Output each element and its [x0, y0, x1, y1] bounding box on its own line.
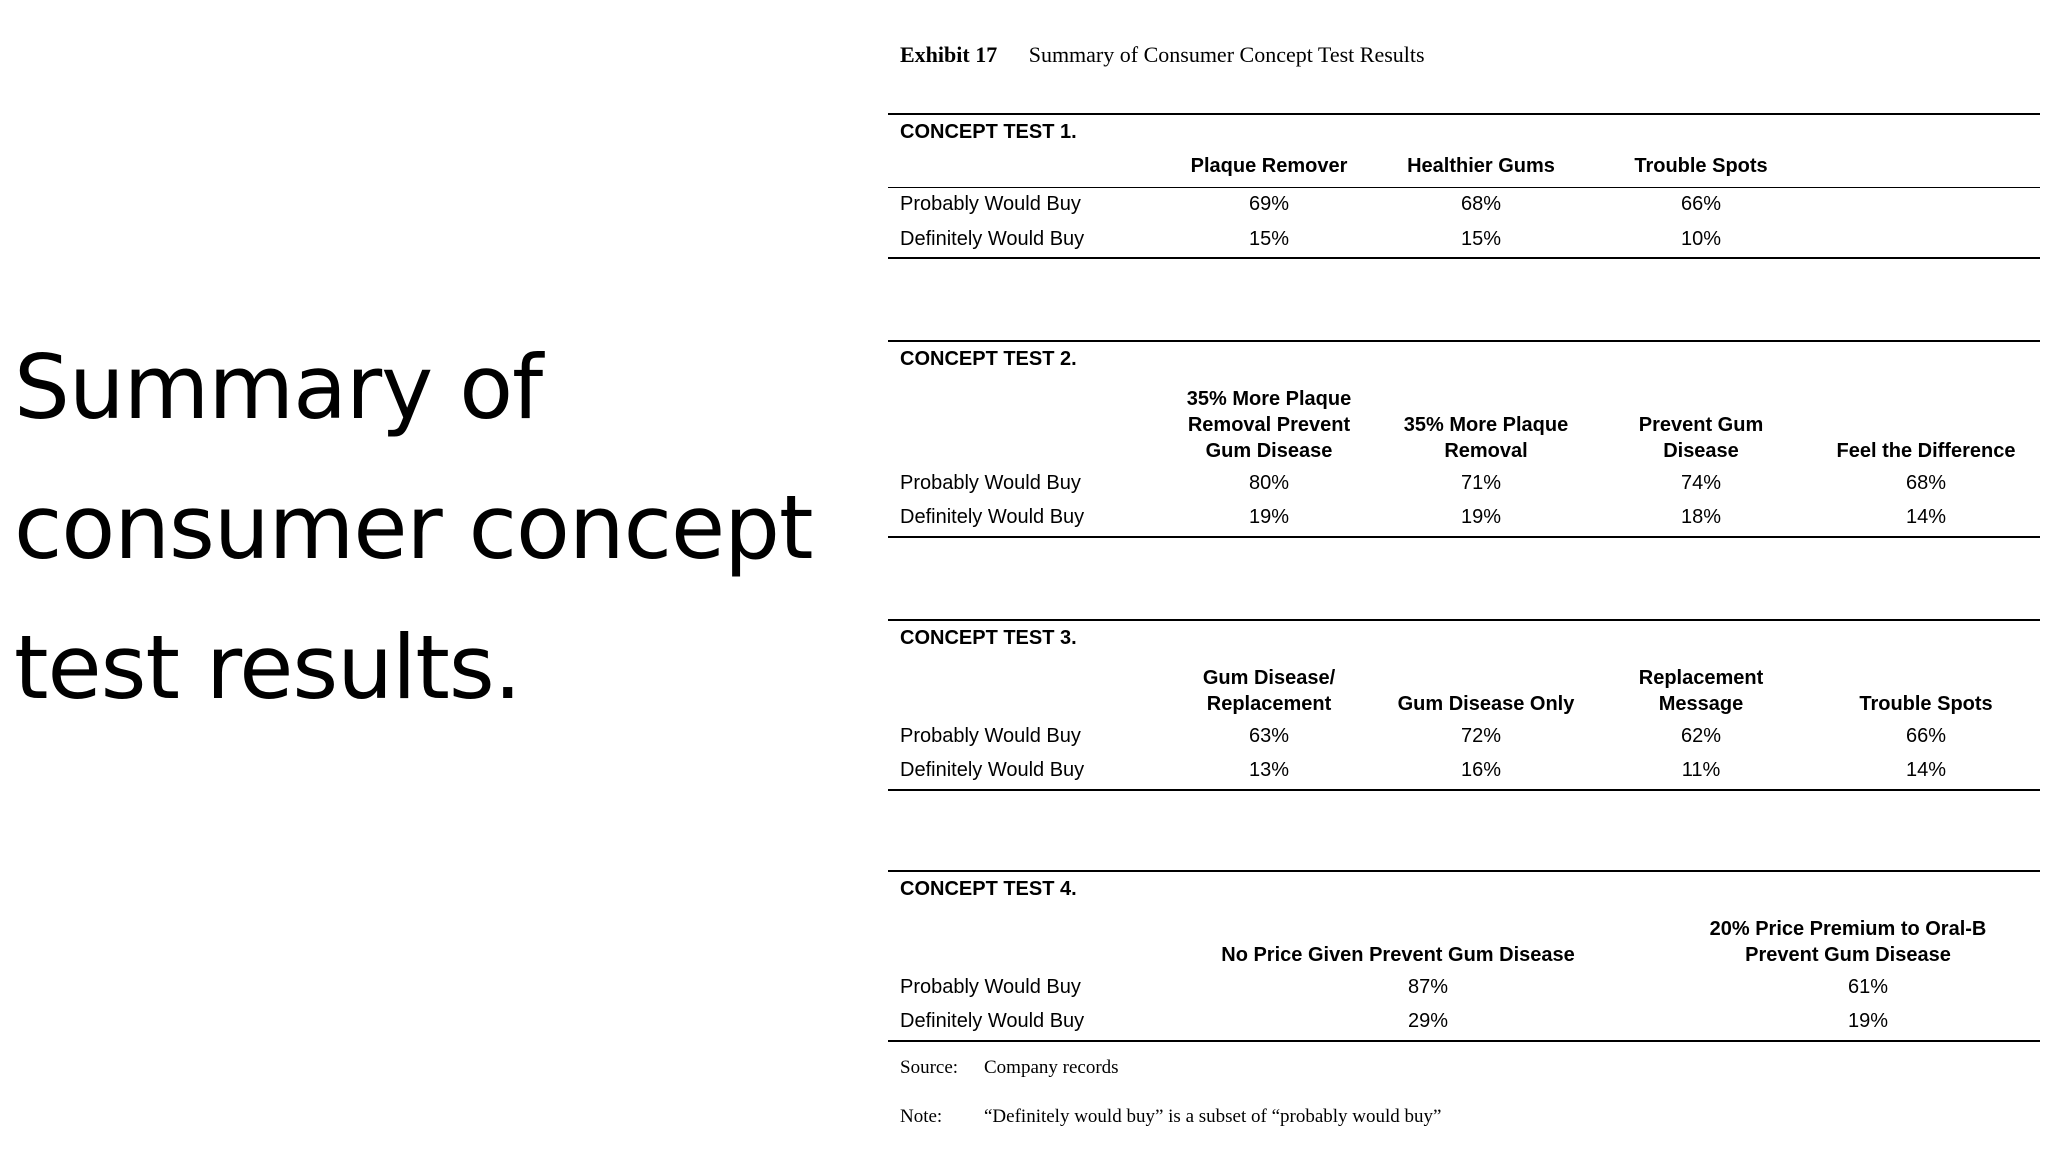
concept-test-2 — [888, 340, 2040, 538]
column-header: Trouble Spots — [1859, 693, 1993, 715]
column-header: Trouble Spots — [1634, 155, 1768, 177]
note-key: Note: — [900, 1106, 943, 1127]
column-header: Feel the Difference — [1836, 440, 2016, 462]
column-header: No Price Given Prevent Gum Disease — [1221, 944, 1575, 966]
table-cell: 80% — [1248, 472, 1290, 494]
table-cell: 61% — [1847, 976, 1889, 998]
concept-test-3 — [888, 619, 2040, 791]
table-cell: 14% — [1905, 759, 1947, 781]
exhibit-header — [900, 42, 1425, 68]
column-header: 35% More Plaque Removal — [1403, 414, 1569, 462]
section-title: CONCEPT TEST 4. — [900, 878, 1077, 900]
row-label: Probably Would Buy — [900, 472, 1081, 494]
row-label: Probably Would Buy — [900, 193, 1081, 215]
table-cell: 15% — [1460, 228, 1502, 250]
section-title: CONCEPT TEST 3. — [900, 627, 1077, 649]
table-cell: 10% — [1680, 228, 1722, 250]
column-header: 20% Price Premium to Oral-B Prevent Gum Disease — [1709, 918, 1987, 966]
table-cell: 66% — [1680, 193, 1722, 215]
table-cell: 71% — [1460, 472, 1502, 494]
section-title: CONCEPT TEST 1. — [900, 121, 1077, 143]
note-value: “Definitely would buy” is a subset of “probably would buy” — [984, 1106, 1442, 1127]
row-label: Definitely Would Buy — [900, 506, 1085, 528]
column-header: Plaque Remover — [1190, 155, 1348, 177]
table-cell: 19% — [1847, 1010, 1889, 1032]
concept-test-4 — [888, 870, 2040, 1042]
source-key: Source: — [900, 1057, 959, 1078]
source-line — [900, 1057, 1119, 1079]
header-rule — [888, 187, 2040, 188]
table-cell: 87% — [1407, 976, 1449, 998]
column-header: Gum Disease/ Replacement — [1202, 667, 1336, 715]
table-cell: 68% — [1905, 472, 1947, 494]
table-cell: 14% — [1905, 506, 1947, 528]
table-cell: 72% — [1460, 725, 1502, 747]
column-header: Prevent Gum Disease — [1638, 414, 1764, 462]
section-title: CONCEPT TEST 2. — [900, 348, 1077, 370]
slide-title-line: consumer concept — [14, 476, 813, 579]
table-cell: 18% — [1680, 506, 1722, 528]
note-line — [900, 1106, 1441, 1128]
column-header: 35% More Plaque Removal Prevent Gum Disease — [1186, 388, 1352, 462]
table-cell: 74% — [1680, 472, 1722, 494]
column-header: Gum Disease Only — [1397, 693, 1575, 715]
table-cell: 16% — [1460, 759, 1502, 781]
source-value: Company records — [984, 1057, 1119, 1078]
row-label: Definitely Would Buy — [900, 1010, 1085, 1032]
concept-test-1 — [888, 113, 2040, 259]
exhibit-title: Summary of Consumer Concept Test Results — [1028, 42, 1425, 67]
exhibit-label: Exhibit 17 — [900, 42, 998, 67]
exhibit — [888, 0, 2040, 1152]
table-cell: 62% — [1680, 725, 1722, 747]
table-cell: 19% — [1248, 506, 1290, 528]
table-cell: 11% — [1681, 759, 1721, 781]
slide-title-line: Summary of — [14, 336, 543, 439]
column-header: Healthier Gums — [1407, 155, 1555, 177]
table-cell: 66% — [1905, 725, 1947, 747]
table-cell: 15% — [1248, 228, 1290, 250]
row-label: Probably Would Buy — [900, 976, 1081, 998]
table-cell: 69% — [1248, 193, 1290, 215]
row-label: Definitely Would Buy — [900, 759, 1085, 781]
slide-title — [14, 318, 894, 738]
table-cell: 19% — [1460, 506, 1502, 528]
table-cell: 63% — [1248, 725, 1290, 747]
row-label: Probably Would Buy — [900, 725, 1081, 747]
table-cell: 29% — [1407, 1010, 1449, 1032]
table-cell: 68% — [1460, 193, 1502, 215]
row-label: Definitely Would Buy — [900, 228, 1085, 250]
table-cell: 13% — [1248, 759, 1290, 781]
column-header: Replacement Message — [1638, 667, 1764, 715]
slide-title-line: test results. — [14, 616, 521, 719]
